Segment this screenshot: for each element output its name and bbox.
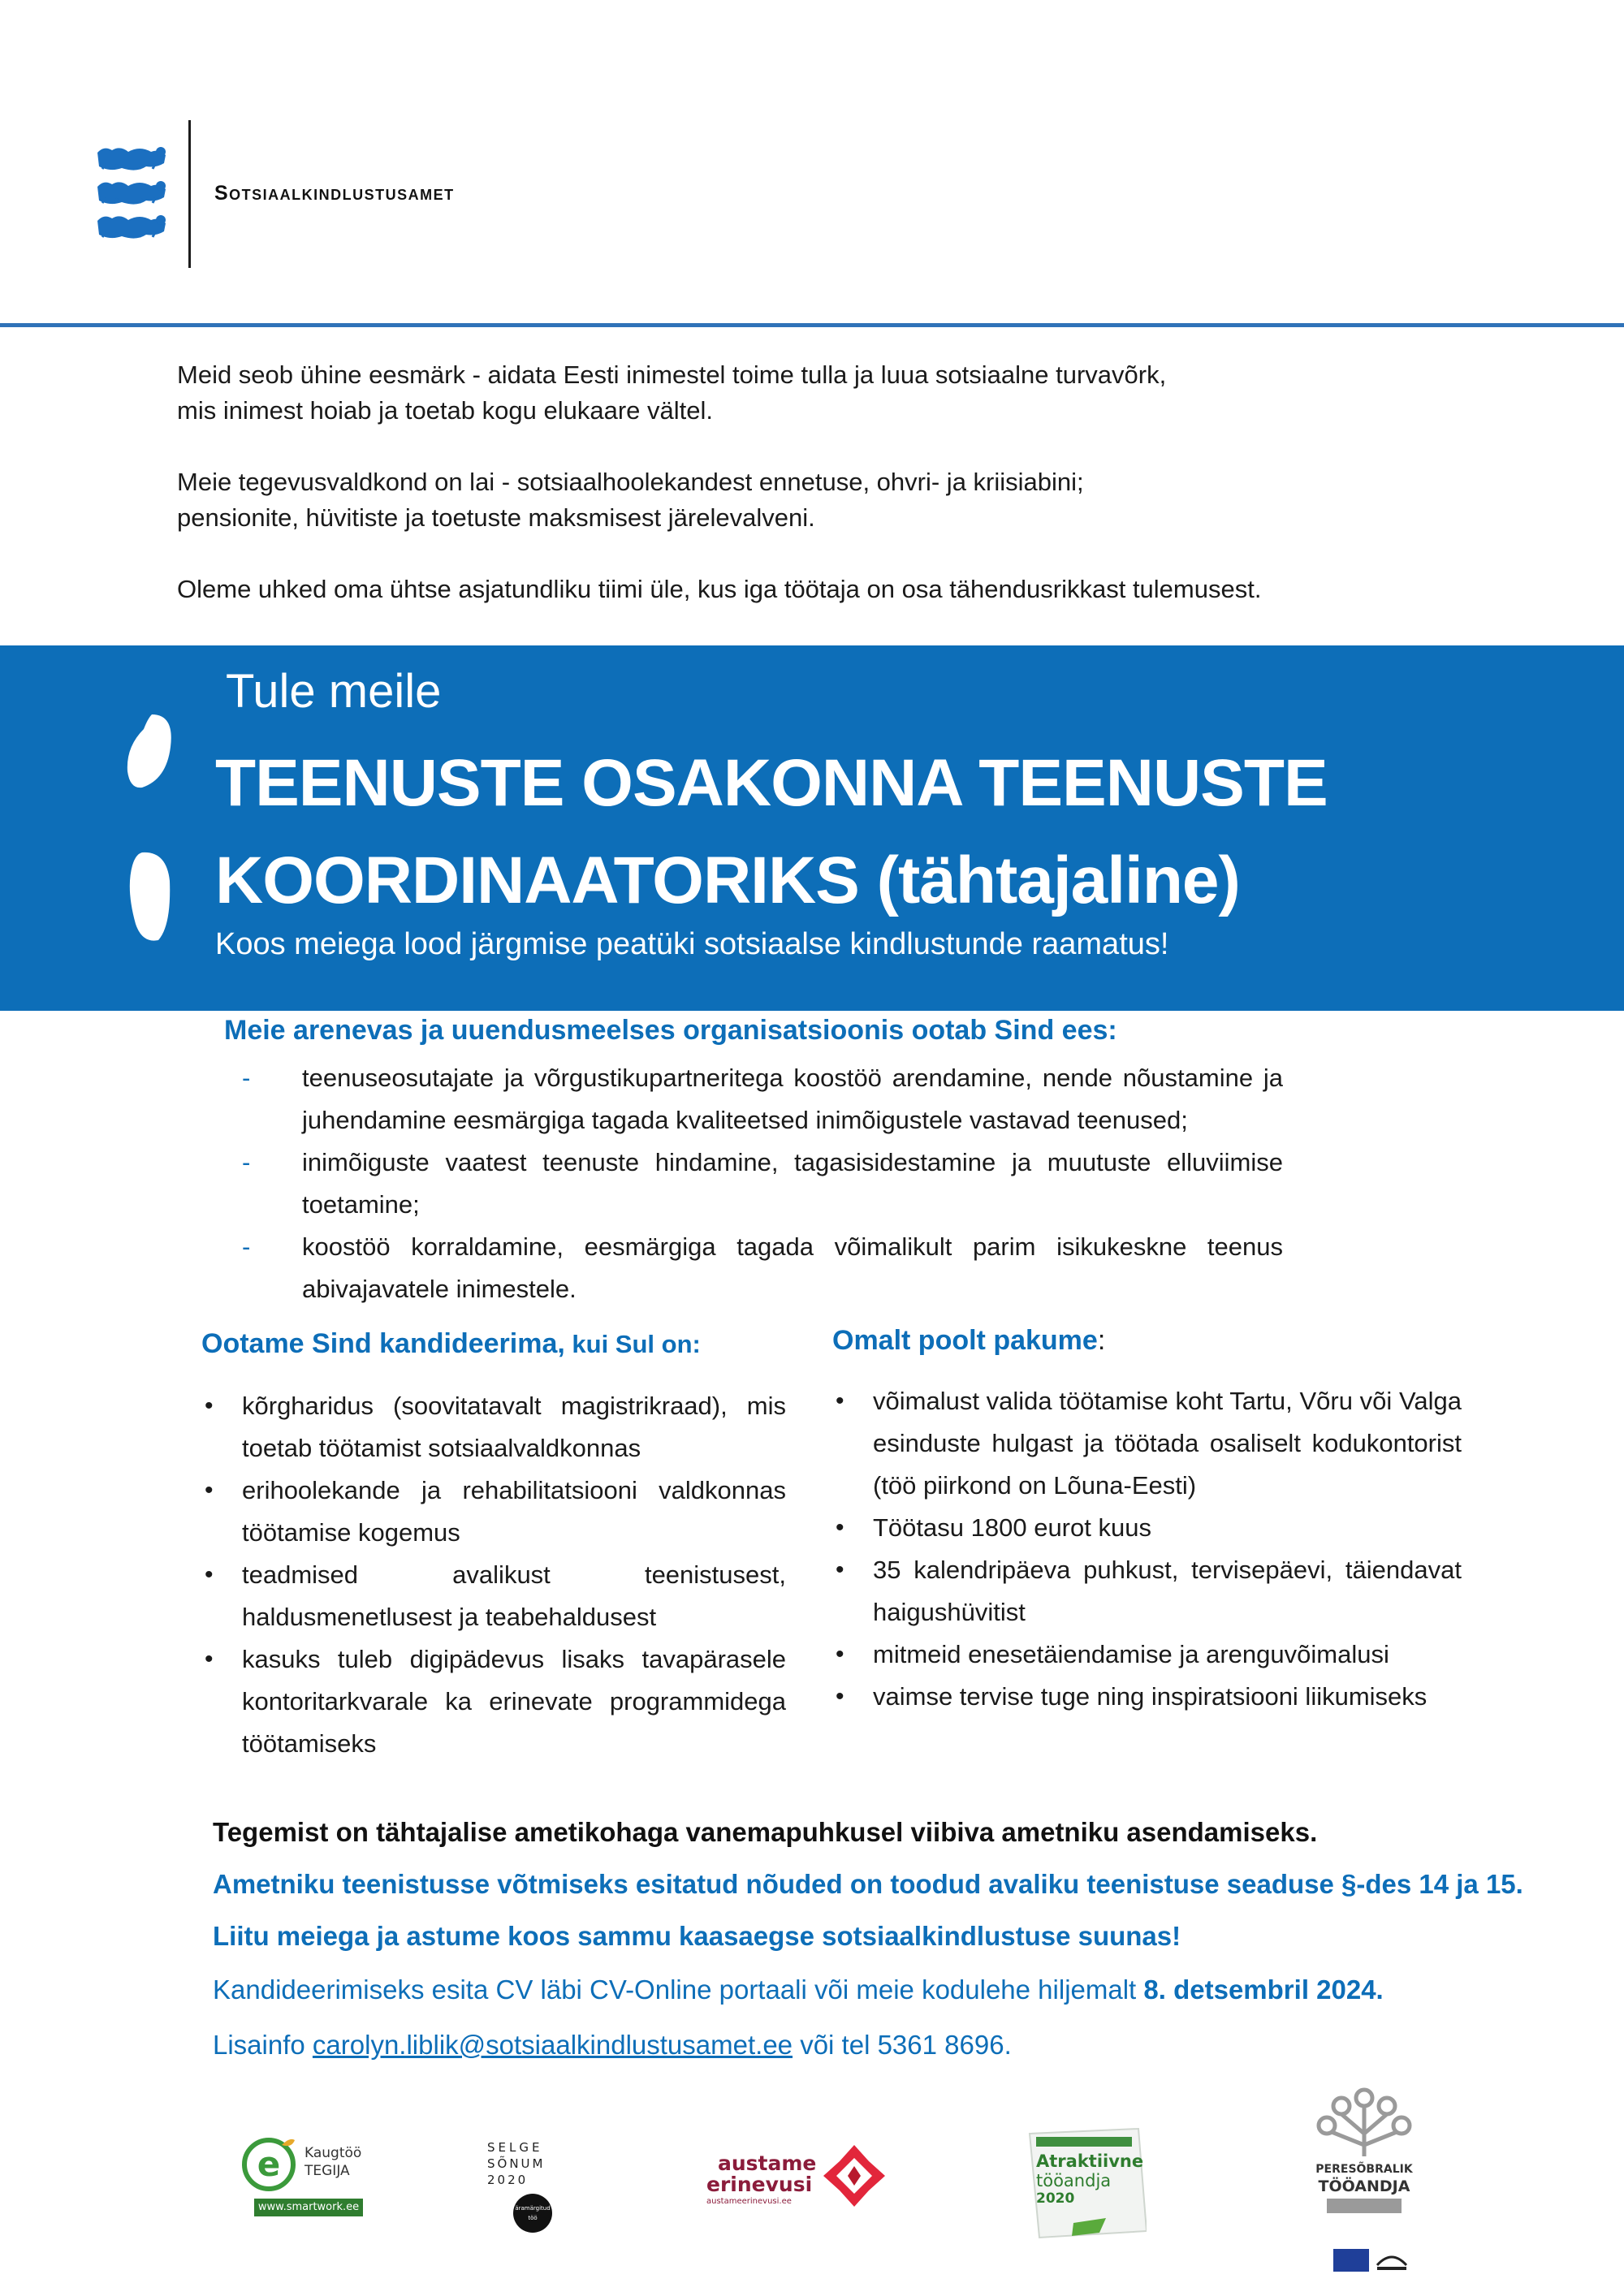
atraktiivne-tooandja-logo xyxy=(1025,2127,1147,2239)
austame-star-icon xyxy=(822,2143,887,2208)
offer-heading-text: Omalt poolt pakume xyxy=(832,1325,1098,1356)
offer-text: Töötasu 1800 eurot kuus xyxy=(873,1513,1151,1542)
atraktiivne-text: Atraktiivne xyxy=(1036,2151,1144,2171)
list-item xyxy=(235,1226,1283,1310)
requirements-list xyxy=(201,1385,786,1765)
offer-text: 35 kalendripäeva puhkust, tervisepäevi, täiendavat haigushüvitist xyxy=(873,1556,1462,1626)
bullet: • xyxy=(205,1477,214,1504)
list-item xyxy=(832,1549,1462,1634)
offer-heading xyxy=(832,1325,1105,1357)
austame-text: austame xyxy=(718,2151,817,2175)
offer-text: mitmeid enesetäiendamise ja arenguvõimalusi xyxy=(873,1640,1389,1668)
kaugtoo-url: www.smartwork.ee xyxy=(254,2199,363,2216)
requirements-law-note: Ametniku teenistusse võtmiseks esitatud nõuded on toodud avaliku teenistuse seaduse §-des 14 ja 15. xyxy=(213,1869,1523,1899)
intro-text xyxy=(177,357,1444,643)
list-item xyxy=(832,1676,1462,1718)
list-item xyxy=(201,1638,786,1765)
bullet: • xyxy=(205,1646,214,1672)
requirements-heading-tail: kui Sul on: xyxy=(564,1330,701,1358)
bullet: • xyxy=(205,1392,214,1419)
call-to-action: Liitu meiega ja astume koos sammu kaasaegse sotsiaalkindlustuse suunas! xyxy=(213,1921,1181,1951)
duty-text: inimõiguste vaatest teenuste hindamine, tagasisidestamine ja muutuste elluviimise toetamine; xyxy=(302,1148,1283,1219)
sonum-text: SÕNUM xyxy=(487,2156,546,2171)
header-rule xyxy=(0,323,1624,327)
coat-of-arms-icon xyxy=(91,145,172,245)
list-item xyxy=(832,1380,1462,1507)
bullet: • xyxy=(836,1556,844,1583)
duty-text: teenuseosutajate ja võrgustikupartneritega koostöö arendamine, nende nõustamine ja juhendamine eesmärgiga tagada kvaliteetsed inimõigustele vastavad teenused; xyxy=(302,1064,1283,1134)
partner-emblem-icon xyxy=(1376,2249,1408,2272)
bullet: • xyxy=(836,1388,844,1414)
intro-paragraph-1 xyxy=(177,357,1444,429)
quote-mark-icon xyxy=(126,714,175,942)
banner-intro: Tule meile xyxy=(226,665,442,718)
position-note: Tegemist on tähtajalise ametikohaga vanemapuhkusel viibiva ametniku asendamiseks. xyxy=(213,1817,1318,1847)
intro-paragraph-2 xyxy=(177,464,1444,536)
family-tree-icon xyxy=(1314,2085,1415,2158)
intro-line: pensionite, hüvitiste ja toetuste maksmisest järelevalveni. xyxy=(177,503,815,532)
selge-text: SELGE xyxy=(487,2140,543,2155)
kaugtoo-letter: e xyxy=(257,2144,281,2184)
contact-phone: või tel 5361 8696. xyxy=(793,2030,1012,2060)
dash-bullet: - xyxy=(242,1148,251,1176)
selge-year: 2020 xyxy=(487,2173,529,2187)
requirement-text: kõrgharidus (soovitatavalt magistrikraad), mis toetab töötamist sotsiaalvaldkonnas xyxy=(242,1392,786,1462)
offer-text: võimalust valida töötamise koht Tartu, Võru või Valga esinduste hulgast ja töötada osaliselt kodukontorist (töö piirkond on Lõuna-Eesti) xyxy=(873,1387,1462,1500)
list-item xyxy=(201,1385,786,1470)
duty-text: koostöö korraldamine, eesmärgiga tagada võimalikult parim isikukeskne teenus abivajavatele inimestele. xyxy=(302,1232,1283,1303)
selge-badge-text: äramärgitud xyxy=(515,2205,551,2212)
selge-badge-text-2: töö xyxy=(528,2215,538,2221)
requirements-heading xyxy=(201,1328,701,1360)
bullet: • xyxy=(836,1683,844,1710)
austame-erinevusi-logo xyxy=(706,2143,887,2212)
bullet: • xyxy=(205,1561,214,1588)
intro-line: Meie tegevusvaldkond on lai - sotsiaalhoolekandest ennetuse, ohvri- ja kriisiabini; xyxy=(177,468,1084,496)
tooandja-label: TÖÖANDJA xyxy=(1318,2177,1410,2195)
job-title-line-1: TEENUSTE OSAKONNA TEENUSTE xyxy=(215,746,1328,820)
tooandja-text: tööandja xyxy=(1036,2171,1112,2190)
bullet: • xyxy=(836,1514,844,1541)
application-text: Kandideerimiseks esita CV läbi CV-Online portaali või meie kodulehe hiljemalt xyxy=(213,1974,1144,2005)
peresobralik-tooandja-logo xyxy=(1314,2085,1415,2277)
peresobralik-ribbon xyxy=(1327,2199,1402,2213)
contact-prefix: Lisainfo xyxy=(213,2030,313,2060)
bullet: • xyxy=(836,1641,844,1668)
eu-flag-icon xyxy=(1333,2249,1369,2272)
peresobralik-text: PERESÕBRALIK xyxy=(1315,2163,1413,2176)
organization-name: Sotsiaalkindlustusamet xyxy=(214,182,455,205)
requirement-text: teadmised avalikust teenistusest, haldusmenetlusest ja teabehaldusest xyxy=(242,1560,786,1631)
list-item xyxy=(832,1507,1462,1549)
erinevusi-text: erinevusi xyxy=(706,2173,813,2196)
offer-list xyxy=(832,1380,1462,1718)
contact-email-link[interactable]: carolyn.liblik@sotsiaalkindlustusamet.ee xyxy=(312,2030,793,2060)
list-item xyxy=(235,1057,1283,1142)
dash-bullet: - xyxy=(242,1232,251,1261)
kaugtoo-label-2: TEGIJA xyxy=(304,2163,350,2179)
contact-info xyxy=(213,2030,1012,2061)
banner-subtitle: Koos meiega lood järgmise peatüki sotsiaalse kindlustunde raamatus! xyxy=(215,927,1169,961)
selge-badge-icon xyxy=(513,2194,552,2233)
deadline-date: 8. detsembril 2024. xyxy=(1143,1974,1384,2005)
header-divider xyxy=(188,120,191,268)
intro-paragraph-3 xyxy=(177,572,1444,607)
requirement-text: erihoolekande ja rehabilitatsiooni valdkonnas töötamise kogemus xyxy=(242,1476,786,1547)
kaugtoo-tegija-logo xyxy=(240,2134,371,2218)
job-title xyxy=(215,735,1555,930)
kaugtoo-label: Kaugtöö xyxy=(304,2145,362,2161)
austame-url: austameerinevusi.ee xyxy=(706,2197,792,2206)
selge-sonum-logo xyxy=(486,2140,567,2236)
job-title-line-2: KOORDINAATORIKS (tähtajaline) xyxy=(215,844,1240,917)
application-deadline xyxy=(213,1974,1384,2005)
intro-line: Oleme uhked oma ühtse asjatundliku tiimi üle, kus iga töötaja on osa tähendusrikkast tulemusest. xyxy=(177,575,1262,603)
offer-heading-colon: : xyxy=(1097,1325,1106,1356)
duties-list xyxy=(235,1057,1283,1310)
offer-text: vaimse tervise tuge ning inspiratsiooni liikumiseks xyxy=(873,1682,1427,1711)
list-item xyxy=(832,1634,1462,1676)
atraktiivne-year: 2020 xyxy=(1036,2190,1075,2207)
intro-line: mis inimest hoiab ja toetab kogu elukaare vältel. xyxy=(177,396,713,425)
requirements-heading-main: Ootame Sind kandideerima, xyxy=(201,1328,565,1359)
kaugtoo-e-icon xyxy=(240,2134,298,2192)
intro-line: Meid seob ühine eesmärk - aidata Eesti inimestel toime tulla ja luua sotsiaalne turvavõrk, xyxy=(177,360,1167,389)
dash-bullet: - xyxy=(242,1064,251,1092)
requirement-text: kasuks tuleb digipädevus lisaks tavapärasele kontoritarkvarale ka erinevate programmidega töötamiseks xyxy=(242,1645,786,1758)
list-item xyxy=(201,1470,786,1554)
list-item xyxy=(201,1554,786,1638)
duties-heading: Meie arenevas ja uuendusmeelses organisatsioonis ootab Sind ees: xyxy=(224,1015,1117,1046)
list-item xyxy=(235,1142,1283,1226)
